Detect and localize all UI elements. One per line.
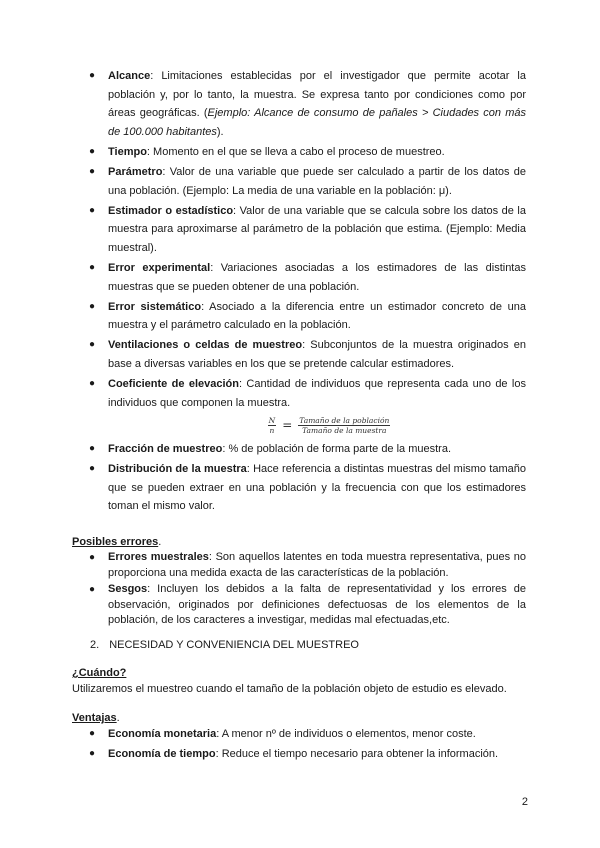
list-item-estimador	[89, 202, 526, 258]
bullet-icon: ●	[89, 463, 96, 475]
list-item-parametro	[89, 163, 526, 200]
formula-denominator: Tamaño de la muestra	[302, 426, 387, 436]
term: Economía de tiempo	[108, 747, 216, 760]
heading-tail: .	[116, 712, 120, 724]
bullet-icon: ●	[89, 378, 96, 389]
definition: : Incluyen los debidos a la falta de representatividad y los errores de observación, originados por definiciones defectuosas de los elementos de la población, de los caracteres a investigar, medidas mal efectuadas,etc.	[108, 583, 526, 626]
list-item-fraccion	[89, 440, 526, 459]
term: Alcance	[108, 70, 151, 82]
list-item-alcance	[89, 67, 526, 141]
term: Errores muestrales	[108, 551, 209, 563]
list-item-distribucion	[89, 460, 527, 516]
bullet-icon: ●	[89, 339, 96, 351]
section-title: NECESIDAD Y CONVENIENCIA DEL MUESTREO	[109, 639, 359, 651]
definition: : Cantidad de individuos que representa cada uno de los individuos que componen la muestra.	[108, 378, 526, 409]
bullet-icon: ●	[89, 584, 96, 595]
bullet-icon: ●	[89, 552, 96, 563]
list-item-errores-muestrales	[89, 550, 527, 581]
term: Sesgos	[108, 583, 148, 595]
heading-text: Ventajas	[72, 712, 117, 724]
bullet-icon: ●	[89, 747, 96, 759]
list-item-economia-monetaria	[89, 725, 526, 744]
term: Distribución de la muestra	[108, 463, 247, 476]
list-item-tiempo	[89, 143, 526, 162]
list-item-error-sistematico	[89, 298, 526, 335]
example-text: Ejemplo: Alcance de consumo de pañales > Ciudades con más de 100.000 habitantes	[108, 107, 526, 138]
definition: : A menor nº de individuos o elementos, menor coste.	[216, 728, 476, 740]
term: Fracción de muestreo	[108, 443, 223, 456]
bullet-icon: ●	[89, 145, 96, 157]
definition-tail: ).	[216, 125, 224, 138]
fraction-right	[298, 416, 390, 435]
heading-text: ¿Cuándo?	[72, 667, 127, 679]
advantages-list	[89, 725, 526, 764]
bullet-icon: ●	[89, 443, 96, 455]
definition: : Son aquellos latentes en toda muestra representativa, pues no proporciona una medida exacta de las características de la población.	[108, 551, 527, 579]
section-2-heading	[90, 638, 550, 654]
term: Coeficiente de elevación	[108, 378, 239, 390]
heading-text: Posibles errores	[72, 536, 159, 548]
bullet-icon: ●	[89, 165, 96, 177]
definition: : Limitaciones establecidas por el investigador que permite acotar la población y, por lo tanto, la muestra. Se expresa tanto por condiciones como por áreas geográficas. (	[108, 70, 526, 120]
definition: : Momento en el que se lleva a cabo el proceso de muestreo.	[146, 145, 445, 158]
term: Tiempo	[108, 145, 147, 158]
term: Parámetro	[108, 165, 163, 178]
formula-denominator: n	[269, 426, 275, 436]
term: Ventilaciones o celdas de muestreo	[108, 339, 303, 352]
list-item-coeficiente	[89, 375, 526, 436]
term: Error experimental	[108, 261, 211, 274]
list-item-economia-tiempo	[89, 745, 526, 764]
formula-numerator: N	[268, 416, 276, 426]
list-item-ventilaciones	[89, 336, 526, 373]
bullet-icon: ●	[89, 70, 96, 81]
definition: : Valor de una variable que puede ser calculado a partir de los datos de una población. (Ejemplo: La media de una variable en la población: μ).	[108, 165, 526, 197]
definition: : Valor de una variable que se calcula sobre los datos de la muestra para aproximarse al parámetro de la población que estima. (Ejemplo: Media muestral).	[108, 204, 526, 254]
heading-tail: .	[158, 536, 162, 548]
equals-sign: =	[282, 418, 293, 433]
bullet-icon: ●	[89, 261, 96, 273]
definition: : Asociado a la diferencia entre un estimador concreto de una muestra y el parámetro calculado en la población.	[108, 300, 526, 332]
bullet-icon: ●	[89, 728, 96, 739]
term: Estimador o estadístico	[108, 204, 234, 217]
page-number: 2	[521, 796, 528, 808]
list-item-sesgos	[89, 582, 526, 629]
definition: : Reduce el tiempo necesario para obtener la información.	[215, 747, 499, 760]
term: Error sistemático	[108, 300, 202, 313]
definition: : Subconjuntos de la muestra originados en base a diversas variables en los que se pretende calcular estimadores.	[108, 339, 526, 370]
definition: : Variaciones asociadas a los estimadores de las distintas muestras que se pueden obtener de una población.	[108, 261, 526, 293]
fraction-left	[268, 416, 277, 435]
definition: : % de población de forma parte de la muestra.	[222, 443, 452, 456]
errors-heading	[72, 535, 532, 551]
bullet-icon: ●	[89, 204, 96, 216]
term: Economía monetaria	[108, 728, 217, 740]
section-number: 2.	[90, 639, 100, 651]
definition: : Hace referencia a distintas muestras del mismo tamaño que se pueden extraer en una población y la frecuencia con que los estimadores toman el mismo valor.	[108, 463, 527, 513]
definitions-list	[89, 67, 527, 518]
list-item-error-experimental	[89, 259, 526, 296]
elevation-formula	[132, 416, 526, 435]
errors-list	[89, 550, 527, 630]
bullet-icon: ●	[89, 300, 96, 312]
when-text: Utilizaremos el muestreo cuando el tamaño de la población objeto de estudio es elevado.	[72, 683, 507, 695]
when-heading	[72, 666, 532, 682]
formula-numerator: Tamaño de la población	[299, 416, 390, 426]
